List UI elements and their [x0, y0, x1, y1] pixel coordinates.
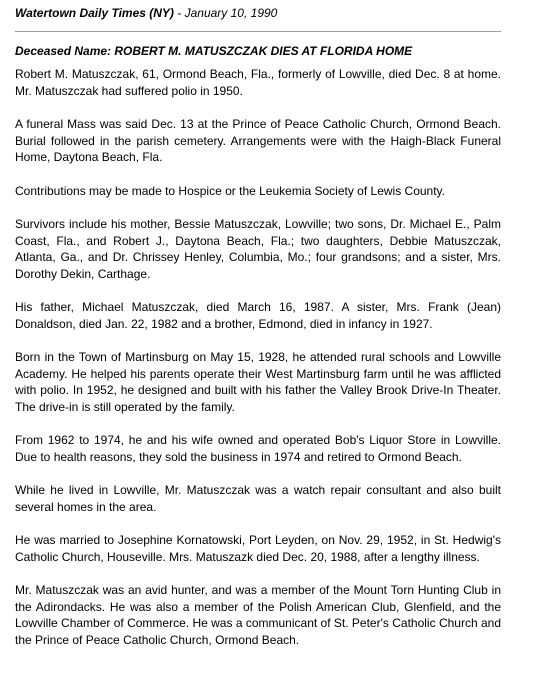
- paragraph: He was married to Josephine Kornatowski, Port Leyden, on Nov. 29, 1952, in St. Hedwig's Catholic Church, Houseville. Mrs. Matuszazk died Dec. 20, 1988, after a lengthy illness.: [15, 533, 501, 564]
- paragraph: A funeral Mass was said Dec. 13 at the Prince of Peace Catholic Church, Ormond Beach. Burial followed in the parish cemetery. Arrangements were with the Haigh-Black Funeral Home, Daytona Beach, Fla.: [15, 117, 501, 164]
- paragraph: Survivors include his mother, Bessie Matuszczak, Lowville; two sons, Dr. Michael E., Palm Coast, Fla., and Robert J., Daytona Beach, Fla.; two daughters, Debbie Matuszczak, Atlanta, Ga., and Dr. Chrissey Henley, Columbia, Mo.; four grandsons; and a sister, Mrs. Dorothy Dekin, Carthage.: [15, 217, 501, 281]
- header-divider: [15, 31, 501, 32]
- paragraph: From 1962 to 1974, he and his wife owned and operated Bob's Liquor Store in Lowville. Due to health reasons, they sold the business in 1974 and retired to Ormond Beach.: [15, 433, 501, 464]
- paragraph: Robert M. Matuszczak, 61, Ormond Beach, Fla., formerly of Lowville, died Dec. 8 at home. Mr. Matuszczak had suffered polio in 1950.: [15, 67, 501, 98]
- paragraph: Born in the Town of Martinsburg on May 15, 1928, he attended rural schools and Lowville Academy. He helped his parents operate their West Martinsburg farm until he was afflicted with polio. In 1952, he designed and built with his father the Valley Brook Drive-In Theater. The drive-in is still operated by the family.: [15, 350, 501, 414]
- paragraph: Contributions may be made to Hospice or the Leukemia Society of Lewis County.: [15, 183, 445, 198]
- paragraph: His father, Michael Matuszczak, died March 16, 1987. A sister, Mrs. Frank (Jean) Donaldson, died Jan. 22, 1982 and a brother, Edmond, died in infancy in 1927.: [15, 300, 501, 331]
- article-header: [15, 6, 501, 22]
- header-separator: -: [173, 6, 185, 20]
- article: [15, 6, 501, 665]
- article-body: [15, 66, 501, 648]
- paragraph: Mr. Matuszczak was an avid hunter, and was a member of the Mount Torn Hunting Club in the Adirondacks. He was also a member of the Polish American Club, Glenfield, and the Lowville Chamber of Commerce. He was a communicant of St. Peter's Catholic Church and the Prince of Peace Catholic Church, Ormond Beach.: [15, 583, 501, 647]
- publication-date: January 10, 1990: [184, 6, 278, 20]
- newspaper-name: Watertown Daily Times (NY): [15, 6, 174, 20]
- headline: Deceased Name: ROBERT M. MATUSZCZAK DIES AT FLORIDA HOME: [15, 44, 413, 58]
- paragraph: While he lived in Lowville, Mr. Matuszczak was a watch repair consultant and also built several homes in the area.: [15, 483, 501, 514]
